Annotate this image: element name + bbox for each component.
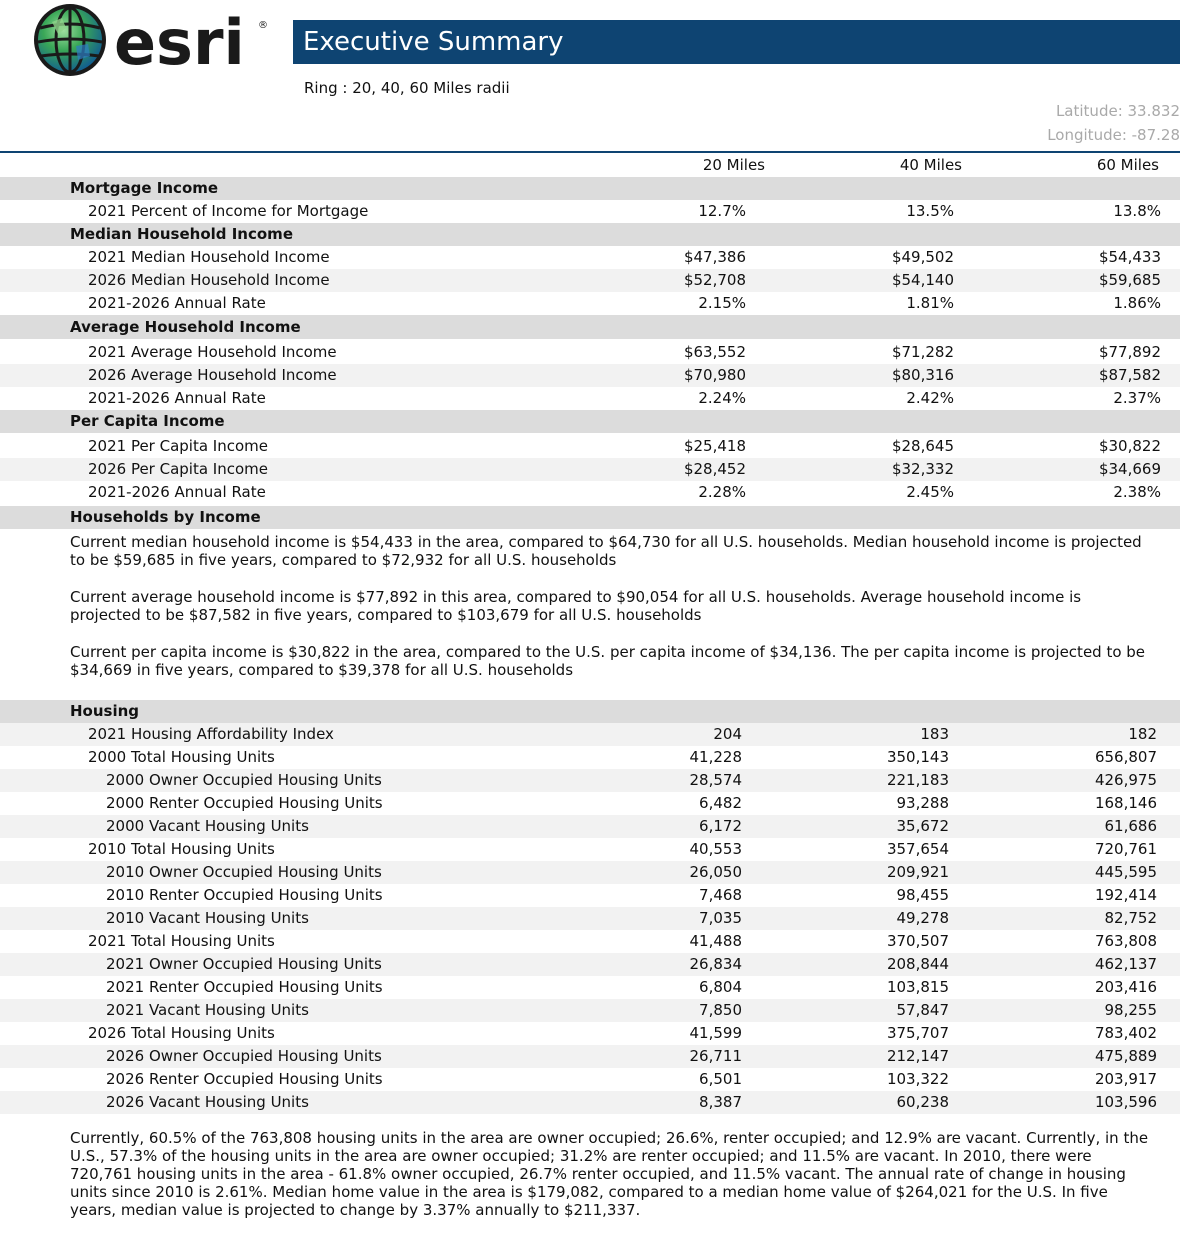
cell-40-miles: 375,707 [886, 1024, 949, 1042]
cell-60-miles: 98,255 [1104, 1001, 1157, 1019]
cell-40-miles: 350,143 [886, 748, 949, 766]
table-row [0, 976, 1180, 999]
cell-60-miles: 103,596 [1094, 1093, 1157, 1111]
cell-40-miles: $32,332 [891, 460, 954, 478]
cell-20-miles: 26,711 [689, 1047, 742, 1065]
report-content [0, 153, 1180, 1219]
table-row [0, 838, 1180, 861]
cell-20-miles: 7,468 [699, 886, 742, 904]
cell-40-miles: 208,844 [886, 955, 949, 973]
column-header: 20 Miles [702, 156, 765, 174]
cell-20-miles: $52,708 [683, 271, 746, 289]
income-paragraph: Current per capita income is $30,822 in the area, compared to the U.S. per capita income of $34,136. The per capita income is projected to be $34,669 in five years, compared to $39,378 for all U.S. households [70, 643, 1146, 679]
table-row [0, 907, 1180, 930]
section-header: Housing [0, 700, 1180, 723]
cell-20-miles: 2.15% [698, 294, 746, 312]
cell-60-miles: 426,975 [1094, 771, 1157, 789]
row-label: 2021 Vacant Housing Units [106, 1001, 309, 1019]
housing-table [0, 723, 1180, 1114]
table-row [0, 1022, 1180, 1045]
income-paragraph: Current median household income is $54,433 in the area, compared to $64,730 for all U.S. households. Median household income is projected to be $59,685 in five years, compared to $72,932 for all U.S. households [70, 533, 1142, 569]
cell-60-miles: 720,761 [1094, 840, 1157, 858]
row-label: 2026 Per Capita Income [88, 460, 269, 478]
table-row [0, 364, 1180, 387]
cell-20-miles: $70,980 [683, 366, 746, 384]
section-header: Mortgage Income [0, 177, 1180, 200]
row-label: 2026 Vacant Housing Units [106, 1093, 309, 1111]
globe-icon [34, 4, 106, 76]
cell-60-miles: $59,685 [1098, 271, 1161, 289]
table-row [0, 481, 1180, 504]
cell-20-miles: $28,452 [683, 460, 746, 478]
cell-60-miles: 203,917 [1094, 1070, 1157, 1088]
row-label: 2010 Owner Occupied Housing Units [106, 863, 382, 881]
table-row [0, 433, 1180, 458]
cell-20-miles: 6,482 [699, 794, 742, 812]
cell-40-miles: 1.81% [906, 294, 954, 312]
cell-40-miles: $80,316 [891, 366, 954, 384]
cell-20-miles: 2.24% [698, 389, 746, 407]
table-row [0, 458, 1180, 481]
column-header-row [0, 153, 1180, 177]
table-row [0, 387, 1180, 410]
cell-40-miles: 357,654 [886, 840, 949, 858]
cell-40-miles: 103,815 [886, 978, 949, 996]
cell-60-miles: 182 [1128, 725, 1157, 743]
cell-20-miles: 7,850 [699, 1001, 742, 1019]
cell-60-miles: 203,416 [1094, 978, 1157, 996]
row-label: 2000 Total Housing Units [88, 748, 275, 766]
page-title: Executive Summary [293, 20, 1180, 64]
row-label: 2026 Average Household Income [88, 366, 337, 384]
cell-40-miles: 2.45% [906, 483, 954, 501]
table-row [0, 930, 1180, 953]
cell-60-miles: 13.8% [1113, 202, 1161, 220]
cell-20-miles: 41,228 [689, 748, 742, 766]
ring-description: Ring : 20, 40, 60 Miles radii [304, 79, 510, 97]
row-label: 2026 Total Housing Units [88, 1024, 275, 1042]
cell-20-miles: 41,488 [689, 932, 742, 950]
cell-20-miles: 12.7% [698, 202, 746, 220]
cell-60-miles: $77,892 [1098, 343, 1161, 361]
table-row [0, 246, 1180, 269]
registered-mark: ® [258, 20, 268, 31]
cell-40-miles: 221,183 [886, 771, 949, 789]
cell-40-miles: 370,507 [886, 932, 949, 950]
table-row [0, 746, 1180, 769]
cell-60-miles: 82,752 [1104, 909, 1157, 927]
income-paragraph: Current average household income is $77,892 in this area, compared to $90,054 for all U.S. households. Average household income is projected to be $87,582 in five years, compared to $103,679 for all U.S. households [70, 588, 1082, 624]
column-header: 40 Miles [899, 156, 962, 174]
row-label: 2000 Renter Occupied Housing Units [106, 794, 383, 812]
row-label: 2000 Owner Occupied Housing Units [106, 771, 382, 789]
cell-40-miles: $49,502 [891, 248, 954, 266]
cell-60-miles: $87,582 [1098, 366, 1161, 384]
table-row [0, 953, 1180, 976]
table-row [0, 292, 1180, 315]
cell-40-miles: 57,847 [896, 1001, 949, 1019]
row-label: 2021-2026 Annual Rate [88, 389, 266, 407]
row-label: 2021 Per Capita Income [88, 437, 269, 455]
cell-40-miles: 13.5% [906, 202, 954, 220]
cell-60-miles: 1.86% [1113, 294, 1161, 312]
table-row [0, 792, 1180, 815]
row-label: 2010 Total Housing Units [88, 840, 275, 858]
cell-20-miles: 7,035 [699, 909, 742, 927]
cell-40-miles: $71,282 [891, 343, 954, 361]
cell-60-miles: 2.38% [1113, 483, 1161, 501]
row-label: 2021 Owner Occupied Housing Units [106, 955, 382, 973]
cell-20-miles: 6,804 [699, 978, 742, 996]
cell-60-miles: 192,414 [1094, 886, 1157, 904]
cell-20-miles: 204 [713, 725, 742, 743]
row-label: 2010 Renter Occupied Housing Units [106, 886, 383, 904]
cell-60-miles: $54,433 [1098, 248, 1161, 266]
brand-wordmark: esri [114, 6, 245, 78]
section-header: Households by Income [0, 506, 1180, 529]
cell-40-miles: 60,238 [896, 1093, 949, 1111]
row-label: 2010 Vacant Housing Units [106, 909, 309, 927]
row-label: 2000 Vacant Housing Units [106, 817, 309, 835]
row-label: 2021 Renter Occupied Housing Units [106, 978, 383, 996]
cell-60-miles: 763,808 [1094, 932, 1157, 950]
cell-20-miles: 8,387 [699, 1093, 742, 1111]
row-label: 2021 Total Housing Units [88, 932, 275, 950]
cell-20-miles: 41,599 [689, 1024, 742, 1042]
table-row [0, 200, 1180, 223]
cell-60-miles: 445,595 [1094, 863, 1157, 881]
table-row [0, 269, 1180, 292]
table-row [0, 999, 1180, 1022]
section-header: Median Household Income [0, 223, 1180, 246]
cell-60-miles: 2.37% [1113, 389, 1161, 407]
latitude-readout: Latitude: 33.832 [1055, 102, 1180, 120]
table-row [0, 861, 1180, 884]
cell-60-miles: $34,669 [1098, 460, 1161, 478]
cell-40-miles: 2.42% [906, 389, 954, 407]
row-label: 2026 Renter Occupied Housing Units [106, 1070, 383, 1088]
cell-60-miles: 475,889 [1094, 1047, 1157, 1065]
cell-40-miles: 209,921 [886, 863, 949, 881]
row-label: 2021 Average Household Income [88, 343, 337, 361]
cell-40-miles: 93,288 [896, 794, 949, 812]
cell-20-miles: $63,552 [683, 343, 746, 361]
cell-20-miles: $47,386 [683, 248, 746, 266]
cell-20-miles: 6,501 [699, 1070, 742, 1088]
row-label: 2021-2026 Annual Rate [88, 294, 266, 312]
cell-60-miles: 168,146 [1094, 794, 1157, 812]
row-label: 2021 Housing Affordability Index [88, 725, 334, 743]
cell-20-miles: 28,574 [689, 771, 742, 789]
cell-40-miles: 103,322 [886, 1070, 949, 1088]
cell-20-miles: 40,553 [689, 840, 742, 858]
cell-40-miles: 49,278 [896, 909, 949, 927]
cell-60-miles: 783,402 [1094, 1024, 1157, 1042]
table-row [0, 815, 1180, 838]
cell-60-miles: $30,822 [1098, 437, 1161, 455]
row-label: 2026 Median Household Income [88, 271, 330, 289]
cell-40-miles: 183 [920, 725, 949, 743]
cell-40-miles: $54,140 [891, 271, 954, 289]
cell-60-miles: 61,686 [1104, 817, 1157, 835]
column-header: 60 Miles [1096, 156, 1159, 174]
cell-20-miles: $25,418 [683, 437, 746, 455]
cell-60-miles: 656,807 [1094, 748, 1157, 766]
table-row [0, 340, 1180, 364]
table-row [0, 1091, 1180, 1114]
section-header: Average Household Income [0, 315, 1180, 339]
esri-logo [32, 2, 272, 78]
table-row [0, 769, 1180, 792]
cell-40-miles: $28,645 [891, 437, 954, 455]
housing-paragraph: Currently, 60.5% of the 763,808 housing units in the area are owner occupied; 26.6%, renter occupied; and 12.9% are vacant. Currently, in the U.S., 57.3% of the housing units in the area are owner occupied; 31.2% are renter occupied; and 11.5% are vacant. In 2010, there were 720,761 housing units in the area - 61.8% owner occupied, 26.7% renter occupied, and 11.5% vacant. The annual rate of change in housing units since 2010 is 2.61%. Median home value in the area is $179,082, compared to a median home value of $264,021 for the U.S. In five years, median value is projected to change by 3.37% annually to $211,337. [70, 1129, 1149, 1219]
cell-20-miles: 2.28% [698, 483, 746, 501]
longitude-readout: Longitude: -87.28 [1047, 126, 1180, 144]
cell-40-miles: 35,672 [896, 817, 949, 835]
table-row [0, 723, 1180, 746]
section-header: Per Capita Income [0, 410, 1180, 433]
cell-40-miles: 98,455 [896, 886, 949, 904]
cell-20-miles: 26,050 [689, 863, 742, 881]
cell-60-miles: 462,137 [1094, 955, 1157, 973]
cell-40-miles: 212,147 [886, 1047, 949, 1065]
cell-20-miles: 6,172 [699, 817, 742, 835]
row-label: 2021-2026 Annual Rate [88, 483, 266, 501]
row-label: 2026 Owner Occupied Housing Units [106, 1047, 382, 1065]
table-row [0, 1045, 1180, 1068]
table-row [0, 884, 1180, 907]
table-row [0, 1068, 1180, 1091]
cell-20-miles: 26,834 [689, 955, 742, 973]
row-label: 2021 Median Household Income [88, 248, 330, 266]
row-label: 2021 Percent of Income for Mortgage [88, 202, 369, 220]
